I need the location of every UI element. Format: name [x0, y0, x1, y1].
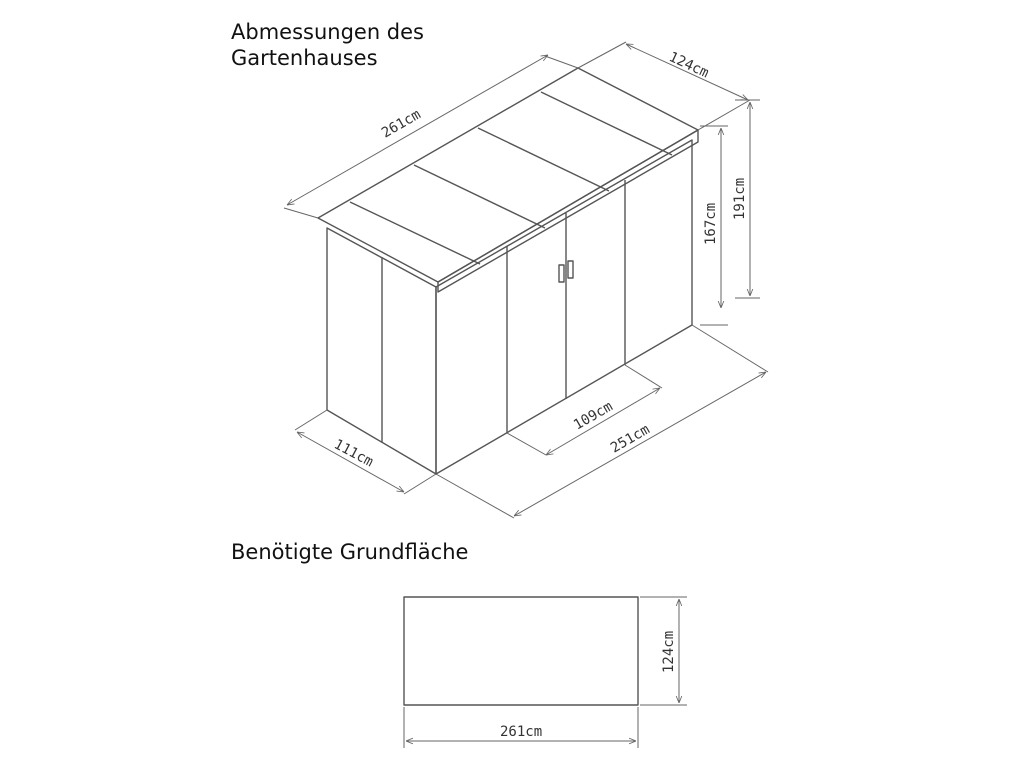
roof-depth-label: 124cm [666, 49, 712, 82]
footprint-width-label: 261cm [500, 724, 543, 740]
roof-seam [414, 165, 545, 228]
footprint-heading: Benötigte Grundfläche [231, 540, 469, 564]
roof-seam [541, 92, 672, 155]
height-high-label: 191cm [732, 177, 748, 220]
base-length-label: 251cm [608, 421, 653, 457]
dimensions-heading: Abmessungen des Gartenhauses [231, 20, 424, 70]
door-width-label: 109cm [571, 398, 616, 434]
front-wall [436, 140, 692, 474]
door-handle [568, 261, 573, 278]
base-depth-dimension [297, 432, 404, 492]
roof-length-dimension [287, 55, 548, 205]
door-handle [559, 265, 564, 282]
footprint-rectangle [404, 597, 638, 705]
roof-seam [350, 202, 480, 264]
base-length-dimension [514, 372, 766, 516]
height-low-label: 167cm [703, 202, 719, 245]
roof-seam [478, 128, 609, 191]
roof-length-label: 261cm [379, 106, 424, 142]
base-depth-label: 111cm [331, 436, 376, 471]
footprint-depth-label: 124cm [661, 630, 677, 673]
